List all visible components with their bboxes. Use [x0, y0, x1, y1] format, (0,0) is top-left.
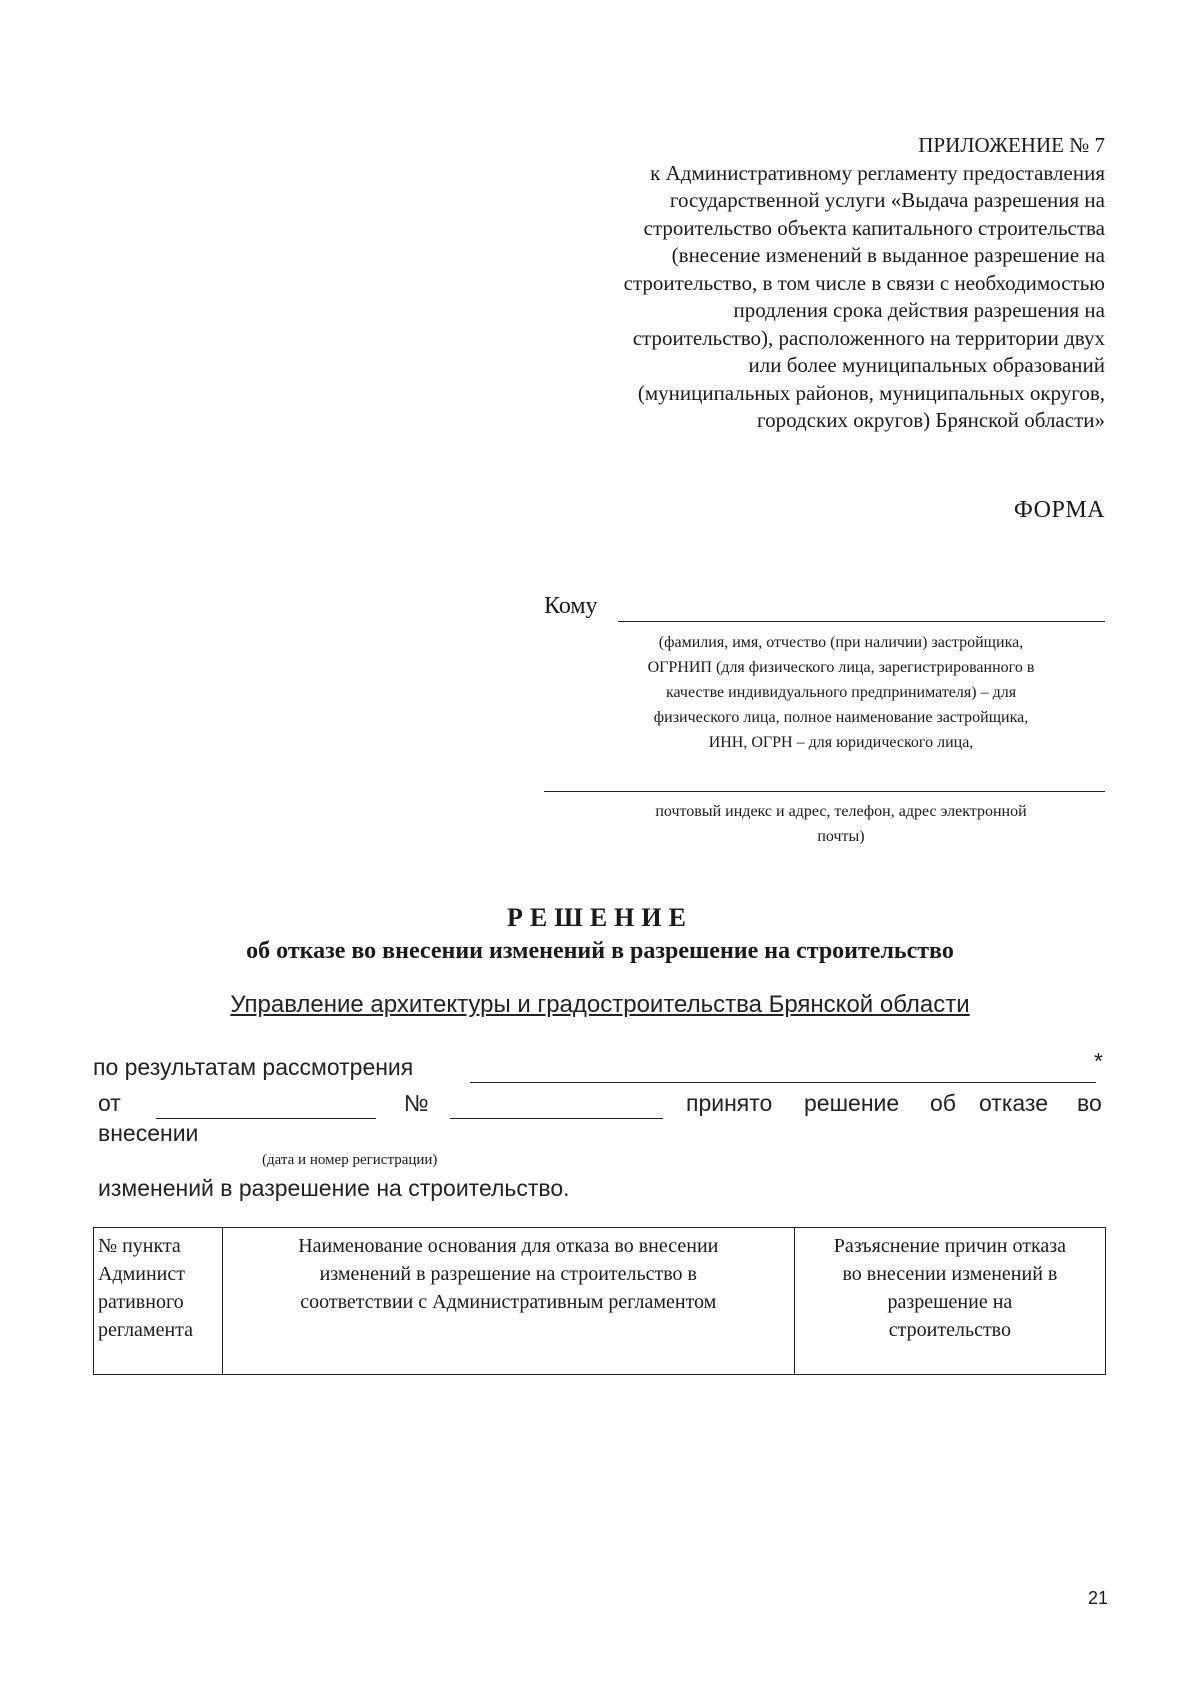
- appendix-line: ПРИЛОЖЕНИЕ № 7: [918, 133, 1105, 157]
- recipient-note-line: ОГРНИП (для физического лица, зарегистрированного в: [647, 659, 1035, 676]
- recipient-note-line: (фамилия, имя, отчество (при наличии) застройщика,: [658, 634, 1024, 651]
- address-field[interactable]: [544, 791, 1105, 792]
- appendix-line: (внесение изменений в выданное разрешение на: [671, 243, 1105, 267]
- appendix-line: или более муниципальных образований: [748, 353, 1105, 377]
- recipient-label: Кому: [544, 593, 598, 619]
- appendix-line: строительство объекта капитального строительства: [643, 215, 1105, 240]
- appendix-line: государственной услуги «Выдача разрешения на: [669, 188, 1105, 212]
- recipient-note-line: качестве индивидуального предпринимателя) – для: [665, 684, 1017, 701]
- review-text: по результатам рассмотрения: [93, 1054, 414, 1080]
- recipient-note-line: физического лица, полное наименование застройщика,: [653, 709, 1029, 726]
- header-line: изменений в разрешение на строительство в: [319, 1263, 697, 1285]
- decision-word: об: [930, 1090, 956, 1116]
- date-field[interactable]: [156, 1118, 376, 1119]
- appendix-line: (муниципальных районов, муниципальных округов,: [637, 380, 1105, 405]
- decision-title: РЕШЕНИЕ: [507, 903, 693, 932]
- number-label: №: [404, 1090, 429, 1116]
- header-line: № пункта: [98, 1235, 181, 1257]
- form-label: ФОРМА: [1013, 497, 1105, 523]
- from-label: от: [98, 1090, 121, 1116]
- recipient-field[interactable]: [618, 621, 1105, 622]
- appendix-line: продления срока действия разрешения на: [733, 298, 1105, 322]
- recipient-note: [576, 630, 1106, 755]
- registration-number-field[interactable]: [450, 1118, 663, 1119]
- decision-word: решение: [804, 1090, 900, 1116]
- decision-word: во: [1077, 1090, 1102, 1116]
- appendix-line: к Административному регламенту предоставления: [650, 160, 1105, 185]
- organization-name: Управление архитектуры и градостроительства Брянской области: [230, 991, 970, 1018]
- review-subject-field[interactable]: [470, 1082, 1096, 1083]
- header-line: Админист: [98, 1263, 186, 1285]
- header-line: ративного: [98, 1291, 184, 1313]
- introducing-text: внесении: [98, 1120, 199, 1146]
- header-line: во внесении изменений в: [842, 1263, 1058, 1285]
- recipient-note-line: ИНН, ОГРН – для юридического лица,: [708, 734, 974, 751]
- changes-text: изменений в разрешение на строительство.: [98, 1175, 570, 1201]
- header-refusal-explanation: [794, 1228, 1105, 1375]
- appendix-line: городских округов) Брянской области»: [757, 408, 1105, 432]
- header-line: Наименование основания для отказа во внесении: [298, 1235, 719, 1257]
- decision-word: принято: [686, 1090, 773, 1116]
- address-note-line: почтовый индекс и адрес, телефон, адрес электронной: [655, 803, 1027, 820]
- appendix-line: строительство, в том числе в связи с необходимостью: [623, 270, 1105, 295]
- decision-subtitle: об отказе во внесении изменений в разрешение на строительство: [246, 938, 954, 964]
- address-note: [576, 799, 1106, 849]
- page-number: 21: [1087, 1588, 1108, 1608]
- table-header-row: [94, 1228, 1106, 1375]
- asterisk: *: [1094, 1048, 1103, 1074]
- header-line: соответствии с Административным регламентом: [300, 1291, 717, 1313]
- appendix-header: [505, 132, 1105, 435]
- header-line: Разъяснение причин отказа: [833, 1235, 1067, 1257]
- header-line: разрешение на: [887, 1291, 1013, 1313]
- appendix-line: строительство), расположенного на территории двух: [632, 325, 1105, 350]
- reasons-table: [93, 1227, 1106, 1375]
- header-line: регламента: [98, 1319, 194, 1341]
- decision-word: отказе: [979, 1090, 1048, 1116]
- header-refusal-ground: [222, 1228, 794, 1375]
- address-note-line: почты): [817, 828, 865, 845]
- header-clause-number: [94, 1228, 223, 1375]
- header-line: строительство: [888, 1319, 1011, 1341]
- date-reg-note: (дата и номер регистрации): [262, 1152, 438, 1168]
